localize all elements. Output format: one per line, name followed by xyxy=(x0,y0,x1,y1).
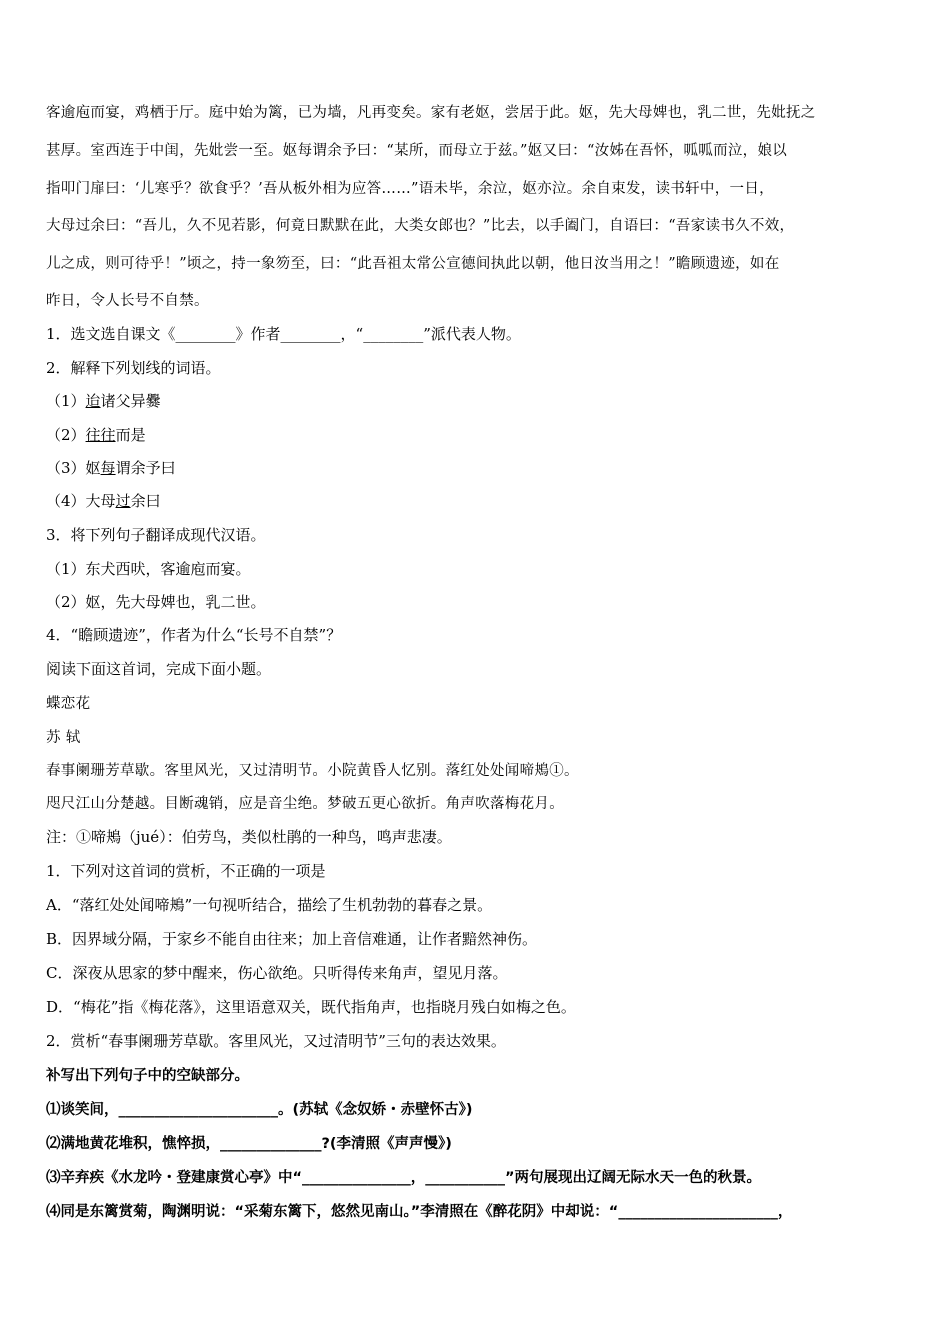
passage-line-3: 指叩门扉曰：‘儿寒乎？欲食乎？’吾从板外相为应答……”语未毕，余泣，妪亦泣。余自束发，读书轩中，一日， xyxy=(46,181,774,197)
poem-intro: 阅读下面这首词，完成下面小题。 xyxy=(46,660,272,678)
fill-item-2: ⑵满地黄花堆积，憔悴损，______________?(李清照《声声慢》) xyxy=(46,1136,452,1152)
option-a: A．“落红处处闻啼鴂”一句视听结合，描绘了生机勃勃的暮春之景。 xyxy=(46,896,493,914)
question-1-4: 4．“瞻顾遗迹”，作者为什么“长号不自禁”？ xyxy=(46,626,342,644)
word-item-post: 而是 xyxy=(115,426,146,444)
word-item-4 xyxy=(46,490,161,511)
word-item-post: 余曰 xyxy=(130,492,161,510)
passage-line-1: 客逾庖而宴，鸡栖于厅。庭中始为篱，已为墙，凡再变矣。家有老妪，尝居于此。妪，先大母婢也，乳二世，先妣抚之 xyxy=(46,105,816,121)
passage-line-4: 大母过余曰：“吾儿，久不见若影，何竟日默默在此，大类女郎也？”比去，以手阖门，自语曰：“吾家读书久不效， xyxy=(46,218,795,234)
fill-heading: 补写出下列句子中的空缺部分。 xyxy=(46,1068,249,1084)
poem-line-2: 咫尺江山分楚越。目断魂销，应是音尘绝。梦破五更心欲折。角声吹落梅花月。 xyxy=(46,796,564,812)
underlined-word: 过 xyxy=(115,492,131,510)
fill-item-1: ⑴谈笑间，______________________。(苏轼《念奴娇・赤壁怀古》) xyxy=(46,1102,473,1118)
poem-author: 苏 轼 xyxy=(46,730,81,746)
translate-item-2: （2）妪，先大母婢也，乳二世。 xyxy=(46,593,266,611)
underlined-word: 每 xyxy=(100,459,116,477)
word-item-3 xyxy=(46,457,176,478)
word-item-1 xyxy=(46,390,161,411)
poem-note: 注：①啼鴂（jué）：伯劳鸟，类似杜鹃的一种鸟，鸣声悲凄。 xyxy=(46,828,452,846)
poem-line-1: 春事阑珊芳草歇。客里风光，又过清明节。小院黄昏人忆别。落红处处闻啼鴂①。 xyxy=(46,763,579,779)
word-item-post: 谓余予曰 xyxy=(115,459,176,477)
question-2-1: 1．下列对这首词的赏析，不正确的一项是 xyxy=(46,862,326,880)
poem-title: 蝶恋花 xyxy=(46,696,91,712)
passage-line-5: 儿之成，则可待乎！”顷之，持一象笏至，曰：“此吾祖太常公宣德间执此以朝，他日汝当用之！”瞻顾遗迹，如在 xyxy=(46,256,780,272)
option-d: D．“梅花”指《梅花落》，这里语意双关，既代指角声，也指晓月残白如梅之色。 xyxy=(46,998,576,1016)
question-2-2: 2．赏析“春事阑珊芳草歇。客里风光，又过清明节”三句的表达效果。 xyxy=(46,1032,506,1050)
fill-item-3: ⑶辛弃疾《水龙吟・登建康赏心亭》中“_______________，___________”两句展现出辽阔无际水天一色的秋景。 xyxy=(46,1170,762,1186)
word-item-pre: （3）妪 xyxy=(46,459,101,477)
option-b: B．因界域分隔，于家乡不能自由往来；加上音信难通，让作者黯然神伤。 xyxy=(46,930,538,948)
word-item-pre: （1） xyxy=(46,392,86,410)
word-item-pre: （4）大母 xyxy=(46,492,116,510)
word-item-post: 诸父异爨 xyxy=(100,392,161,410)
translate-item-1: （1）东犬西吠，客逾庖而宴。 xyxy=(46,560,251,578)
question-1-2: 2．解释下列划线的词语。 xyxy=(46,359,221,377)
fill-item-4: ⑷同是东篱赏菊，陶渊明说：“采菊东篱下，悠然见南山。”李清照在《醉花阴》中却说：“______________________， xyxy=(46,1204,793,1220)
word-item-pre: （2） xyxy=(46,426,86,444)
option-c: C．深夜从思家的梦中醒来，伤心欲绝。只听得传来角声，望见月落。 xyxy=(46,964,508,982)
underlined-word: 迨 xyxy=(85,392,101,410)
passage-line-2: 甚厚。室西连于中闺，先妣尝一至。妪每谓余予曰：“某所，而母立于兹。”妪又曰：“汝姊在吾怀，呱呱而泣，娘以 xyxy=(46,143,788,159)
question-1-1: 1．选文选自课文《________》作者________，“________”派代表人物。 xyxy=(46,325,521,343)
underlined-word: 往往 xyxy=(85,426,116,444)
passage-line-6: 昨日，令人长号不自禁。 xyxy=(46,293,209,309)
question-1-3: 3．将下列句子翻译成现代汉语。 xyxy=(46,526,266,544)
word-item-2 xyxy=(46,424,146,445)
